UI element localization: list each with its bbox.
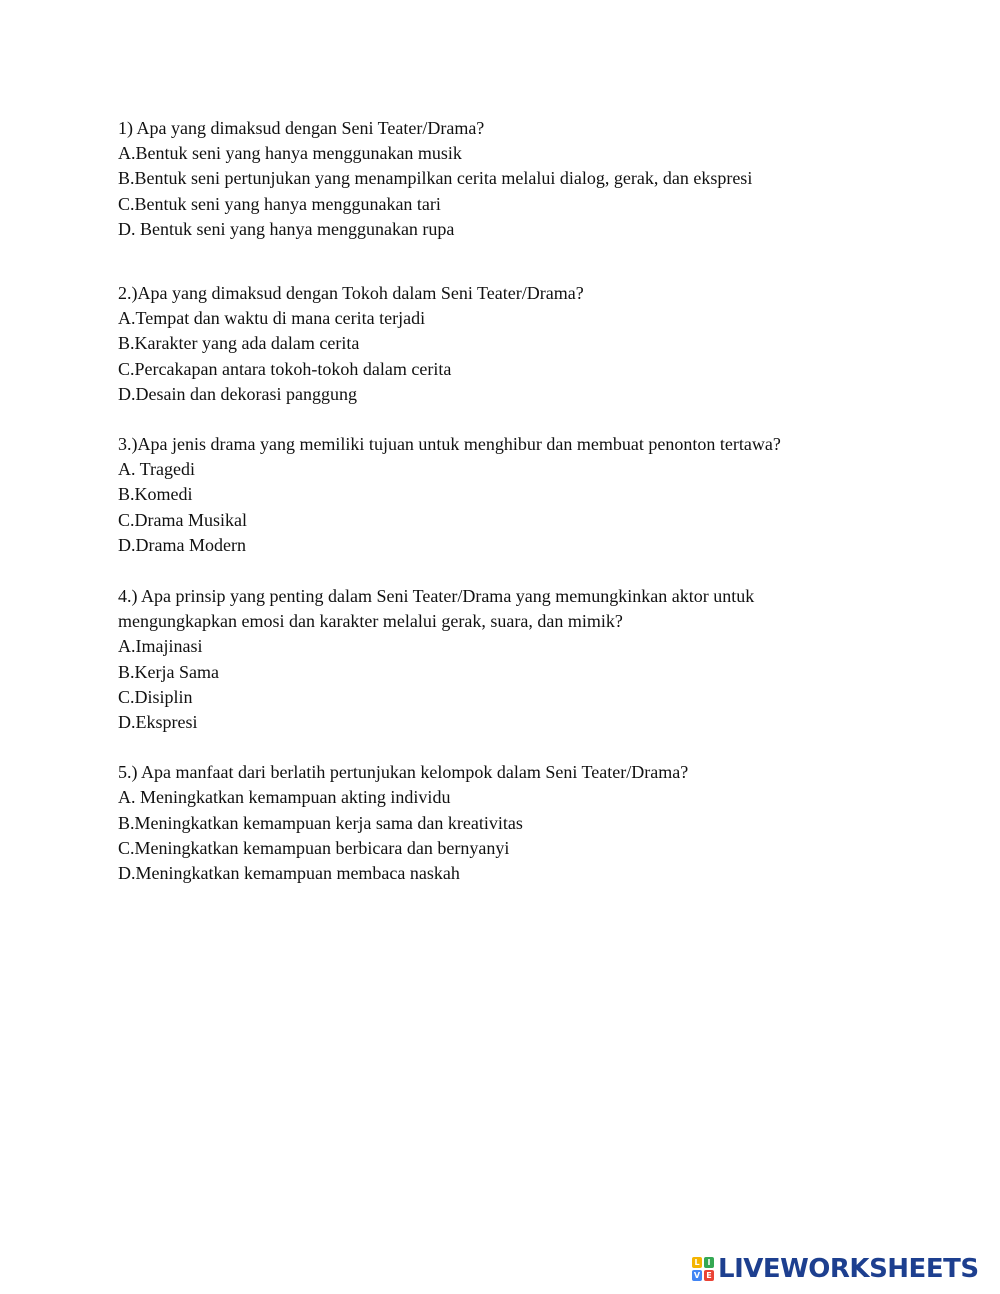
question-3-option-a: A. Tragedi bbox=[118, 459, 196, 480]
question-5 bbox=[118, 760, 958, 886]
question-2-option-c: C.Percakapan antara tokoh-tokoh dalam cerita bbox=[118, 358, 452, 379]
question-4-option-c: C.Disiplin bbox=[118, 686, 193, 707]
logo-letter-e: E bbox=[704, 1270, 714, 1281]
worksheet bbox=[118, 116, 958, 886]
question-4-option-b: B.Kerja Sama bbox=[118, 661, 219, 682]
logo-letter-v: V bbox=[693, 1271, 701, 1280]
question-1-option-c: C.Bentuk seni yang hanya menggunakan tari bbox=[118, 193, 441, 214]
question-5-option-b: B.Meningkatkan kemampuan kerja sama dan kreativitas bbox=[118, 812, 523, 833]
question-5-option-c: C.Meningkatkan kemampuan berbicara dan bernyanyi bbox=[118, 837, 510, 858]
question-2-title: 2.)Apa yang dimaksud dengan Tokoh dalam Seni Teater/Drama? bbox=[118, 283, 584, 304]
question-1-option-d: D. Bentuk seni yang hanya menggunakan rupa bbox=[118, 218, 455, 239]
question-1 bbox=[118, 116, 958, 242]
question-3-option-d: D.Drama Modern bbox=[118, 534, 246, 555]
question-3-option-c: C.Drama Musikal bbox=[118, 509, 247, 530]
question-4-title-line-1: 4.) Apa prinsip yang penting dalam Seni Teater/Drama yang memungkinkan aktor untuk bbox=[118, 586, 755, 607]
question-5-title: 5.) Apa manfaat dari berlatih pertunjukan kelompok dalam Seni Teater/Drama? bbox=[118, 762, 689, 783]
liveworksheets-logo[interactable] bbox=[692, 1254, 979, 1284]
question-1-option-a: A.Bentuk seni yang hanya menggunakan musik bbox=[118, 143, 462, 164]
logo-letter-i: I bbox=[704, 1257, 714, 1268]
question-4-option-a: A.Imajinasi bbox=[118, 636, 203, 657]
question-1-option-b: B.Bentuk seni pertunjukan yang menampilkan cerita melalui dialog, gerak, dan ekspresi bbox=[118, 168, 753, 189]
question-5-option-d: D.Meningkatkan kemampuan membaca naskah bbox=[118, 863, 460, 884]
question-5-option-a: A. Meningkatkan kemampuan akting individu bbox=[118, 787, 451, 808]
question-2-option-b: B.Karakter yang ada dalam cerita bbox=[118, 333, 360, 354]
question-2-option-a: A.Tempat dan waktu di mana cerita terjadi bbox=[118, 308, 426, 329]
question-1-title: 1) Apa yang dimaksud dengan Seni Teater/Drama? bbox=[118, 118, 485, 138]
question-2-option-d: D.Desain dan dekorasi panggung bbox=[118, 383, 357, 404]
live-blocks-icon bbox=[692, 1257, 714, 1281]
question-3-title: 3.)Apa jenis drama yang memiliki tujuan untuk menghibur dan membuat penonton tertawa? bbox=[118, 434, 781, 455]
question-3-option-b: B.Komedi bbox=[118, 484, 193, 505]
question-4-option-d: D.Ekspresi bbox=[118, 712, 198, 733]
question-4 bbox=[118, 584, 958, 735]
brand-name: LIVEWORKSHEETS bbox=[718, 1254, 979, 1284]
question-3 bbox=[118, 432, 958, 558]
question-4-title-line-2: mengungkapkan emosi dan karakter melalui gerak, suara, dan mimik? bbox=[118, 611, 623, 632]
logo-letter-l: L bbox=[692, 1257, 702, 1268]
question-2 bbox=[118, 281, 958, 407]
